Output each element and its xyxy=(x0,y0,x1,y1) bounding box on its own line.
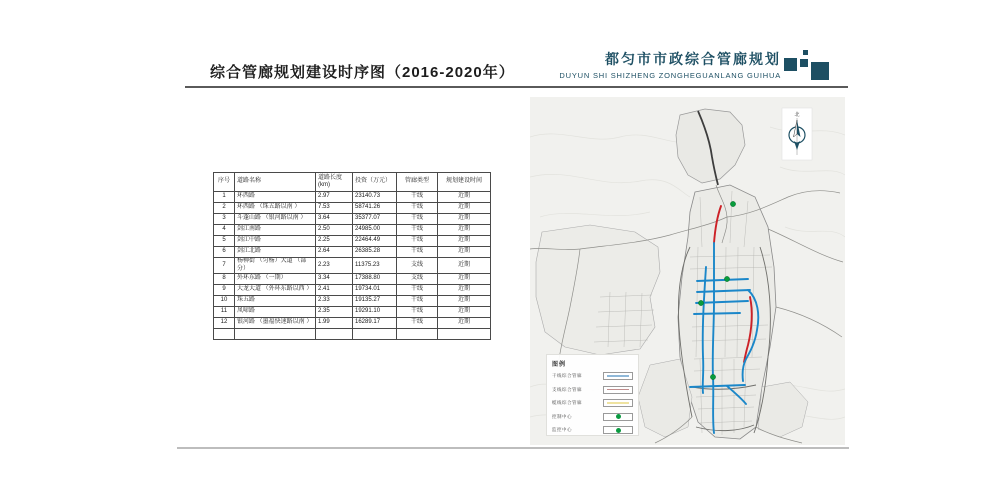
table-row xyxy=(214,258,491,274)
legend-item-label: 控制中心 xyxy=(552,413,572,419)
cell-length: 2.41 xyxy=(316,285,353,296)
table-row xyxy=(214,296,491,307)
table-row xyxy=(214,307,491,318)
legend-item-label: 缆线综合管廊 xyxy=(552,400,582,405)
center-dot-north xyxy=(730,201,735,206)
cell-length: 2.33 xyxy=(316,296,353,307)
header-divider xyxy=(185,86,848,88)
legend-dot-swatch xyxy=(603,413,633,421)
cell-name: 杨柳街 （匀杨）大道 （部分） xyxy=(235,258,316,274)
cell-length: 7.53 xyxy=(316,203,353,214)
col-header-name: 道路名称 xyxy=(235,173,316,192)
legend-item xyxy=(552,426,633,434)
cell-type: 干线 xyxy=(397,296,438,307)
cell-type: 干线 xyxy=(397,225,438,236)
cell-empty xyxy=(397,329,438,340)
cell-time: 近期 xyxy=(438,236,491,247)
table-row xyxy=(214,247,491,258)
schedule-table xyxy=(213,172,490,340)
cell-type: 干线 xyxy=(397,285,438,296)
cell-no: 5 xyxy=(214,236,235,247)
cell-time: 近期 xyxy=(438,274,491,285)
cell-no: 9 xyxy=(214,285,235,296)
cell-empty xyxy=(235,329,316,340)
col-header-invest: 投资（万元） xyxy=(353,173,397,192)
cell-invest: 26385.28 xyxy=(353,247,397,258)
legend-dot-swatch xyxy=(603,426,633,434)
cell-invest: 22464.49 xyxy=(353,236,397,247)
cell-name: 斗蓬山路 （银河路以南 ） xyxy=(235,214,316,225)
cell-name: 银河路 （墨福快速路以南 ） xyxy=(235,318,316,329)
cell-type: 干线 xyxy=(397,247,438,258)
cell-type: 支线 xyxy=(397,258,438,274)
cell-invest: 35377.07 xyxy=(353,214,397,225)
cell-length: 1.99 xyxy=(316,318,353,329)
cell-type: 干线 xyxy=(397,192,438,203)
cell-name: 环西路 （珠五路以南 ） xyxy=(235,203,316,214)
cell-invest: 19734.01 xyxy=(353,285,397,296)
table-row xyxy=(214,318,491,329)
cell-time: 近期 xyxy=(438,225,491,236)
table-body xyxy=(214,192,491,340)
cell-invest: 24985.00 xyxy=(353,225,397,236)
legend-line-swatch xyxy=(603,372,633,380)
cell-time: 近期 xyxy=(438,247,491,258)
cell-length: 3.64 xyxy=(316,214,353,225)
legend-line-swatch xyxy=(603,399,633,407)
table-row xyxy=(214,203,491,214)
cell-invest: 19135.27 xyxy=(353,296,397,307)
cell-invest: 17388.80 xyxy=(353,274,397,285)
table-header-row xyxy=(214,173,491,192)
legend-line-swatch xyxy=(603,386,633,394)
cell-time: 近期 xyxy=(438,192,491,203)
col-header-no: 序号 xyxy=(214,173,235,192)
cell-type: 干线 xyxy=(397,236,438,247)
cell-time: 近期 xyxy=(438,214,491,225)
cell-time: 近期 xyxy=(438,285,491,296)
cell-empty xyxy=(438,329,491,340)
legend-item xyxy=(552,386,633,394)
cell-empty xyxy=(316,329,353,340)
compass-north-label: 北 xyxy=(794,112,800,118)
cell-length: 2.23 xyxy=(316,258,353,274)
cell-time: 近期 xyxy=(438,307,491,318)
cell-invest: 19291.10 xyxy=(353,307,397,318)
table-row xyxy=(214,274,491,285)
cell-length: 2.25 xyxy=(316,236,353,247)
cell-name: 剑江北路 xyxy=(235,247,316,258)
table-row xyxy=(214,214,491,225)
table-row xyxy=(214,236,491,247)
brand-name-pinyin: DUYUN SHI SHIZHENG ZONGHEGUANLANG GUIHUA xyxy=(559,71,781,80)
cell-name: 大龙大道 （外环东路以西 ） xyxy=(235,285,316,296)
cell-name: 外环东路 （一期） xyxy=(235,274,316,285)
legend-item-label: 干线综合管廊 xyxy=(552,373,582,378)
col-header-length: 道路长度 (km) xyxy=(316,173,353,192)
cell-time: 近期 xyxy=(438,258,491,274)
col-header-time: 规划建设时间 xyxy=(438,173,491,192)
planning-map xyxy=(530,97,845,445)
cell-name: 剑江南路 xyxy=(235,225,316,236)
table-row xyxy=(214,225,491,236)
cell-length: 2.97 xyxy=(316,192,353,203)
cell-no: 7 xyxy=(214,258,235,274)
cell-no: 6 xyxy=(214,247,235,258)
cell-invest: 11375.23 xyxy=(353,258,397,274)
south-east-area xyxy=(758,382,808,437)
legend-title: 图例 xyxy=(552,362,567,368)
legend-item xyxy=(552,413,633,421)
cell-type: 干线 xyxy=(397,214,438,225)
legend-items xyxy=(552,372,633,434)
cell-no: 8 xyxy=(214,274,235,285)
legend-item-label: 支线综合管廊 xyxy=(552,386,582,392)
cell-type: 干线 xyxy=(397,318,438,329)
cell-name: 凤啼路 xyxy=(235,307,316,318)
cell-length: 2.35 xyxy=(316,307,353,318)
center-dot-mid xyxy=(724,276,729,281)
cell-no: 3 xyxy=(214,214,235,225)
cell-length: 3.34 xyxy=(316,274,353,285)
cell-name: 剑江中路 xyxy=(235,236,316,247)
cell-no: 10 xyxy=(214,296,235,307)
footer-divider xyxy=(177,447,849,449)
cell-no: 11 xyxy=(214,307,235,318)
cell-invest: 16289.17 xyxy=(353,318,397,329)
col-header-type: 管廊类型 xyxy=(397,173,438,192)
cell-time: 近期 xyxy=(438,318,491,329)
legend-item xyxy=(552,399,633,407)
cell-no: 4 xyxy=(214,225,235,236)
cell-empty xyxy=(214,329,235,340)
cell-length: 2.64 xyxy=(316,247,353,258)
cell-name: 珠五路 xyxy=(235,296,316,307)
table-row-empty xyxy=(214,329,491,340)
brand-logo-squares-icon xyxy=(784,47,830,87)
cell-empty xyxy=(353,329,397,340)
page-title: 综合管廊规划建设时序图（2016-2020年） xyxy=(210,64,515,81)
map-legend xyxy=(546,354,639,436)
center-dot-south xyxy=(710,374,715,379)
brand-block xyxy=(559,49,781,80)
legend-item xyxy=(552,372,633,380)
cell-no: 2 xyxy=(214,203,235,214)
cell-invest: 23140.73 xyxy=(353,192,397,203)
cell-no: 12 xyxy=(214,318,235,329)
cell-length: 2.50 xyxy=(316,225,353,236)
compass-icon xyxy=(782,108,812,160)
cell-name: 环西路 xyxy=(235,192,316,203)
cell-invest: 58741.26 xyxy=(353,203,397,214)
cell-no: 1 xyxy=(214,192,235,203)
table-row xyxy=(214,192,491,203)
west-area xyxy=(536,225,660,355)
legend-item-label: 监控中心 xyxy=(552,427,572,432)
cell-time: 近期 xyxy=(438,203,491,214)
cell-type: 支线 xyxy=(397,274,438,285)
brand-name-cn: 都匀市市政综合管廊规划 xyxy=(605,51,781,67)
cell-type: 干线 xyxy=(397,307,438,318)
cell-type: 干线 xyxy=(397,203,438,214)
table-row xyxy=(214,285,491,296)
cell-time: 近期 xyxy=(438,296,491,307)
center-dot-west xyxy=(698,300,703,305)
